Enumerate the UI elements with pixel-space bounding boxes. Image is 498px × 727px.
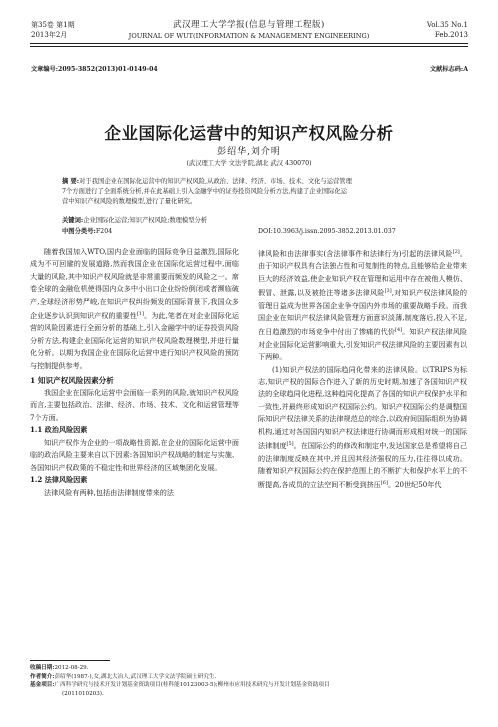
footnote-rule xyxy=(30,660,110,661)
received-label: 收稿日期: xyxy=(30,665,55,671)
issue-number: 第35卷 第1期 xyxy=(31,21,75,29)
abstract-line-3: 营中知识产权风险的数理模型,进行了量化研究。 xyxy=(62,197,197,205)
document-code: 文献标志码:A xyxy=(429,66,468,73)
fund-text-cont: (2011010203). xyxy=(62,690,104,697)
fund-text: 广西科学研究与技术开发计划基金资助项目(桂科能10123003-5);柳州市应用技术研究与开发计划基金资助项目 xyxy=(54,682,330,689)
intro-text-b: 。为此,笔者在对企业国际化运营的风险因素进行全面分析的基础上,引入金融学中的证券投资风险分析方法,构建企业国际化运营的知识产权风险数理模型,并进行量化分析。以期为我国企业在国际化运营中进行知识产权风险的预防与控制提供参考。 xyxy=(30,311,239,370)
abstract-line-1: 对于我国企业在国际化运营中的知识产权风险,从政治、法律、经济、市场、技术、文化与运营管理 xyxy=(79,178,352,185)
fund-label: 基金项目: xyxy=(30,682,55,689)
journal-title-en: JOURNAL OF WUT(INFORMATION & MANAGEMENT ENGINEERING) xyxy=(128,32,370,40)
volume-en: Vol.35 No.1 xyxy=(426,21,468,29)
abstract-label: 摘 要: xyxy=(62,178,80,185)
abstract xyxy=(62,177,440,206)
citation: [2] xyxy=(452,249,460,255)
section-1-paragraph: 我国企业在国际化运营中会面临一系列的风险,就知识产权风险而言,主要包括政治、法律、经济、市场、技术、文化和运营管理等7个方面。 xyxy=(30,388,239,422)
subsection-heading-1-1: 1.1 政治风险因素 xyxy=(30,425,88,435)
classification-label: 中图分类号: xyxy=(62,228,96,235)
subsection-1-2-paragraph: 法律风险有两种,包括由法律制度带来的法 xyxy=(44,487,174,497)
body-column-right xyxy=(258,246,467,492)
subsection-heading-1-2: 1.2 法律风险因素 xyxy=(30,475,88,485)
header-rule-thin xyxy=(30,46,468,47)
article-number: 文章编号:2095-3852(2013)01-0149-04 xyxy=(31,66,158,73)
keywords-text: 企业国际化运营;知识产权风险;数理模型分析 xyxy=(83,217,208,224)
convergence-paragraph xyxy=(258,364,467,492)
date-en: Feb.2013 xyxy=(434,31,468,39)
citation: [5] xyxy=(286,441,294,448)
keywords-label: 关键词: xyxy=(62,217,84,224)
convergence-text-b: 。在国际公约的修改和制定中,发达国家总是希望将自己的法律制度反映在其中,并且因其经济强权的压力,往往得以成功。随着知识产权国际公约在保护范围上的不断扩大和保护水平上的不断提高,各成员的立法空间不断受到挤压 xyxy=(258,441,467,490)
journal-title-cn: 武汉理工大学学报(信息与管理工程版) xyxy=(173,20,325,30)
author-bio-label: 作者简介: xyxy=(30,673,55,680)
section-heading-1: 1 知识产权风险因素分析 xyxy=(30,376,114,386)
received-date: 2012-08-29. xyxy=(54,665,89,671)
legal-risk-text-c: ,对知识产权法律风险的管理日益成为世界各国企业争夺国内外市场的重要战略手段。而我国企业在知识产权法律风险管理方面意识淡薄,制度落后,投入不足,在日趋激烈的市场竞争中付出了惨痛的代价 xyxy=(258,288,467,337)
legal-risk-paragraph xyxy=(258,246,467,364)
convergence-text-a: (1)知识产权法的国际趋同化带来的法律风险。以TRIPS为标志,知识产权的国际合作进入了新的历史时期,加速了各国知识产权法的全球趋同化进程,这种趋同化提高了各国的知识产权保护水平和一致性,并最终形成知识产权国际公约。知识产权国际公约是调整国际知识产权法律关系的法律规范总的综合,以政府间国际组织为协调机构,通过对各国国内知识产权法律进行协调而形成相对统一的国际法律制度 xyxy=(258,364,467,451)
footnote xyxy=(30,664,468,698)
convergence-text-c: 。20世纪50年代 xyxy=(387,480,442,490)
citation: [1] xyxy=(136,311,145,318)
paper-title: 企业国际化运营中的知识产权风险分析 xyxy=(104,124,394,143)
legal-risk-text-d: 。知识产权法律风险对企业国际化运营影响重大,引发知识产权法律风险的主要因素有以下两种。 xyxy=(258,327,468,362)
issue-date: 2013年2月 xyxy=(31,31,68,39)
abstract-line-2: 7个方面进行了全面系统分析,并在此基础上引入金融学中的证券投资风险分析方法,构建了企业国际化运 xyxy=(62,187,348,195)
subsection-1-1-paragraph: 知识产权作为企业的一项战略性资源,在企业的国际化运营中面临的政治风险主要来自以下因素:各国知识产权战略的制定与实施、各国知识产权政策的不稳定性和世界经济的区域集团化发展。 xyxy=(30,437,239,472)
citation: [3] xyxy=(384,288,392,295)
keywords xyxy=(62,216,207,225)
citation: [4] xyxy=(395,327,403,334)
classification xyxy=(62,227,112,236)
citation: [6] xyxy=(380,480,388,487)
legal-risk-text-b: 。由于知识产权具有合法独占性和可复制性的特点,且能够给企业带来巨大的经济效益,使企业知识产权在管理和运用中存在被他人模仿、假冒、泄露,以及被抢注等诸多法律风险 xyxy=(258,249,467,298)
author-bio: 彭绍华(1987-),女,湖北大冶人,武汉理工大学文法学院硕士研究生. xyxy=(54,673,217,680)
header-rule xyxy=(30,43,468,44)
paper-authors: 彭绍华,刘介明 xyxy=(217,147,281,157)
doi: DOI:10.3963/j.issn.2095-3852.2013.01.037 xyxy=(258,228,396,235)
legal-risk-text-a: 律风险和由法律事实(含法律事件和法律行为)引起的法律风险 xyxy=(258,249,453,258)
body-column-left xyxy=(30,246,239,499)
intro-paragraph xyxy=(30,246,239,372)
intro-text-a: 随着我国加入WTO,国内企业面临的国际竞争日益激烈,国际化成为不可回避的发展道路,然而我国企业在国际化运营过程中,面临大量的风险,其中知识产权风险就是非常重要而频发的风险之一。席卷全球的金融危机使得国内众多中小出口企业纷纷倒闭或者濒临破产,全球经济形势严峻,在知识产权纠纷频发的国际背景下,我国众多企业逐步认识到知识产权的重要性 xyxy=(30,247,239,321)
author-affiliation: (武汉理工大学 文法学院,湖北 武汉 430070) xyxy=(186,160,312,167)
classification-code: F204 xyxy=(95,228,113,235)
